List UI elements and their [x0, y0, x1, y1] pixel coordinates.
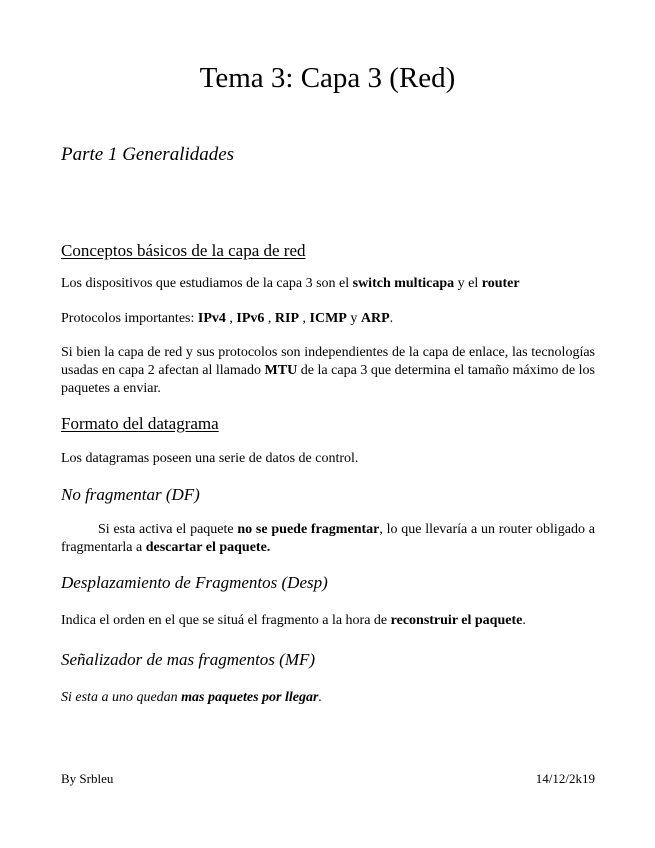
paragraph-mtu — [61, 344, 595, 398]
bold-term: router — [481, 276, 520, 291]
text-span: . — [522, 613, 526, 628]
paragraph-dispositivos — [61, 275, 595, 293]
bold-term: reconstruir el paquete — [390, 613, 523, 628]
text-span: . — [318, 690, 322, 705]
text-span: Si bien la capa de red y sus protocolos son independientes de la capa de enlace, las tecnologías usadas en capa 2 afectan al llamado — [61, 345, 595, 378]
paragraph-desp — [61, 612, 595, 630]
bold-term: mas paquetes por llegar — [181, 690, 319, 705]
subheading-mf: Señalizador de mas fragmentos (MF) — [61, 650, 316, 669]
page-title: Tema 3: Capa 3 (Red) — [199, 62, 456, 94]
bold-term: RIP — [274, 311, 300, 326]
subheading-df: No fragmentar (DF) — [61, 485, 200, 504]
paragraph-df — [61, 521, 595, 557]
text-span: . — [389, 311, 394, 326]
text-span: Indica el orden en el que se situá el fragmento a la hora de — [61, 613, 391, 628]
bold-term: IPv6 — [236, 311, 265, 326]
part-heading: Parte 1 Generalidades — [61, 144, 235, 165]
footer-date: 14/12/2k19 — [535, 771, 595, 786]
bold-term: descartar el paquete. — [145, 540, 271, 555]
bold-term: ARP — [360, 311, 390, 326]
paragraph-protocolos — [61, 310, 595, 328]
text-span: , lo que llevaría a un router obligado a fragmentarla a — [61, 522, 595, 555]
bold-term: MTU — [264, 363, 298, 378]
paragraph-datagramas: Los datagramas poseen una serie de datos de control. — [61, 451, 359, 466]
section-heading-conceptos: Conceptos básicos de la capa de red — [61, 241, 306, 260]
subheading-desp: Desplazamiento de Fragmentos (Desp) — [61, 573, 328, 592]
bold-term: IPv4 — [197, 311, 226, 326]
text-span: , — [299, 311, 310, 326]
footer-author: By Srbleu — [61, 771, 114, 786]
section-heading-formato: Formato del datagrama — [61, 414, 219, 433]
text-span: Protocolos importantes: — [61, 311, 198, 326]
bold-term: ICMP — [309, 311, 347, 326]
paragraph-mf — [61, 689, 595, 707]
text-span: y — [346, 311, 361, 326]
text-span: , — [264, 311, 275, 326]
text-span: de la capa 3 que determina el tamaño máximo de los paquetes a enviar. — [61, 363, 596, 396]
text-span: , — [225, 311, 237, 326]
text-span: y el — [454, 276, 482, 291]
text-span: Si esta a uno quedan — [61, 690, 182, 705]
bold-term: switch multicapa — [352, 276, 455, 291]
text-span: Si esta activa el paquete — [98, 522, 238, 537]
text-span: Los dispositivos que estudiamos de la capa 3 son el — [61, 276, 353, 291]
bold-term: no se puede fragmentar — [237, 522, 380, 537]
